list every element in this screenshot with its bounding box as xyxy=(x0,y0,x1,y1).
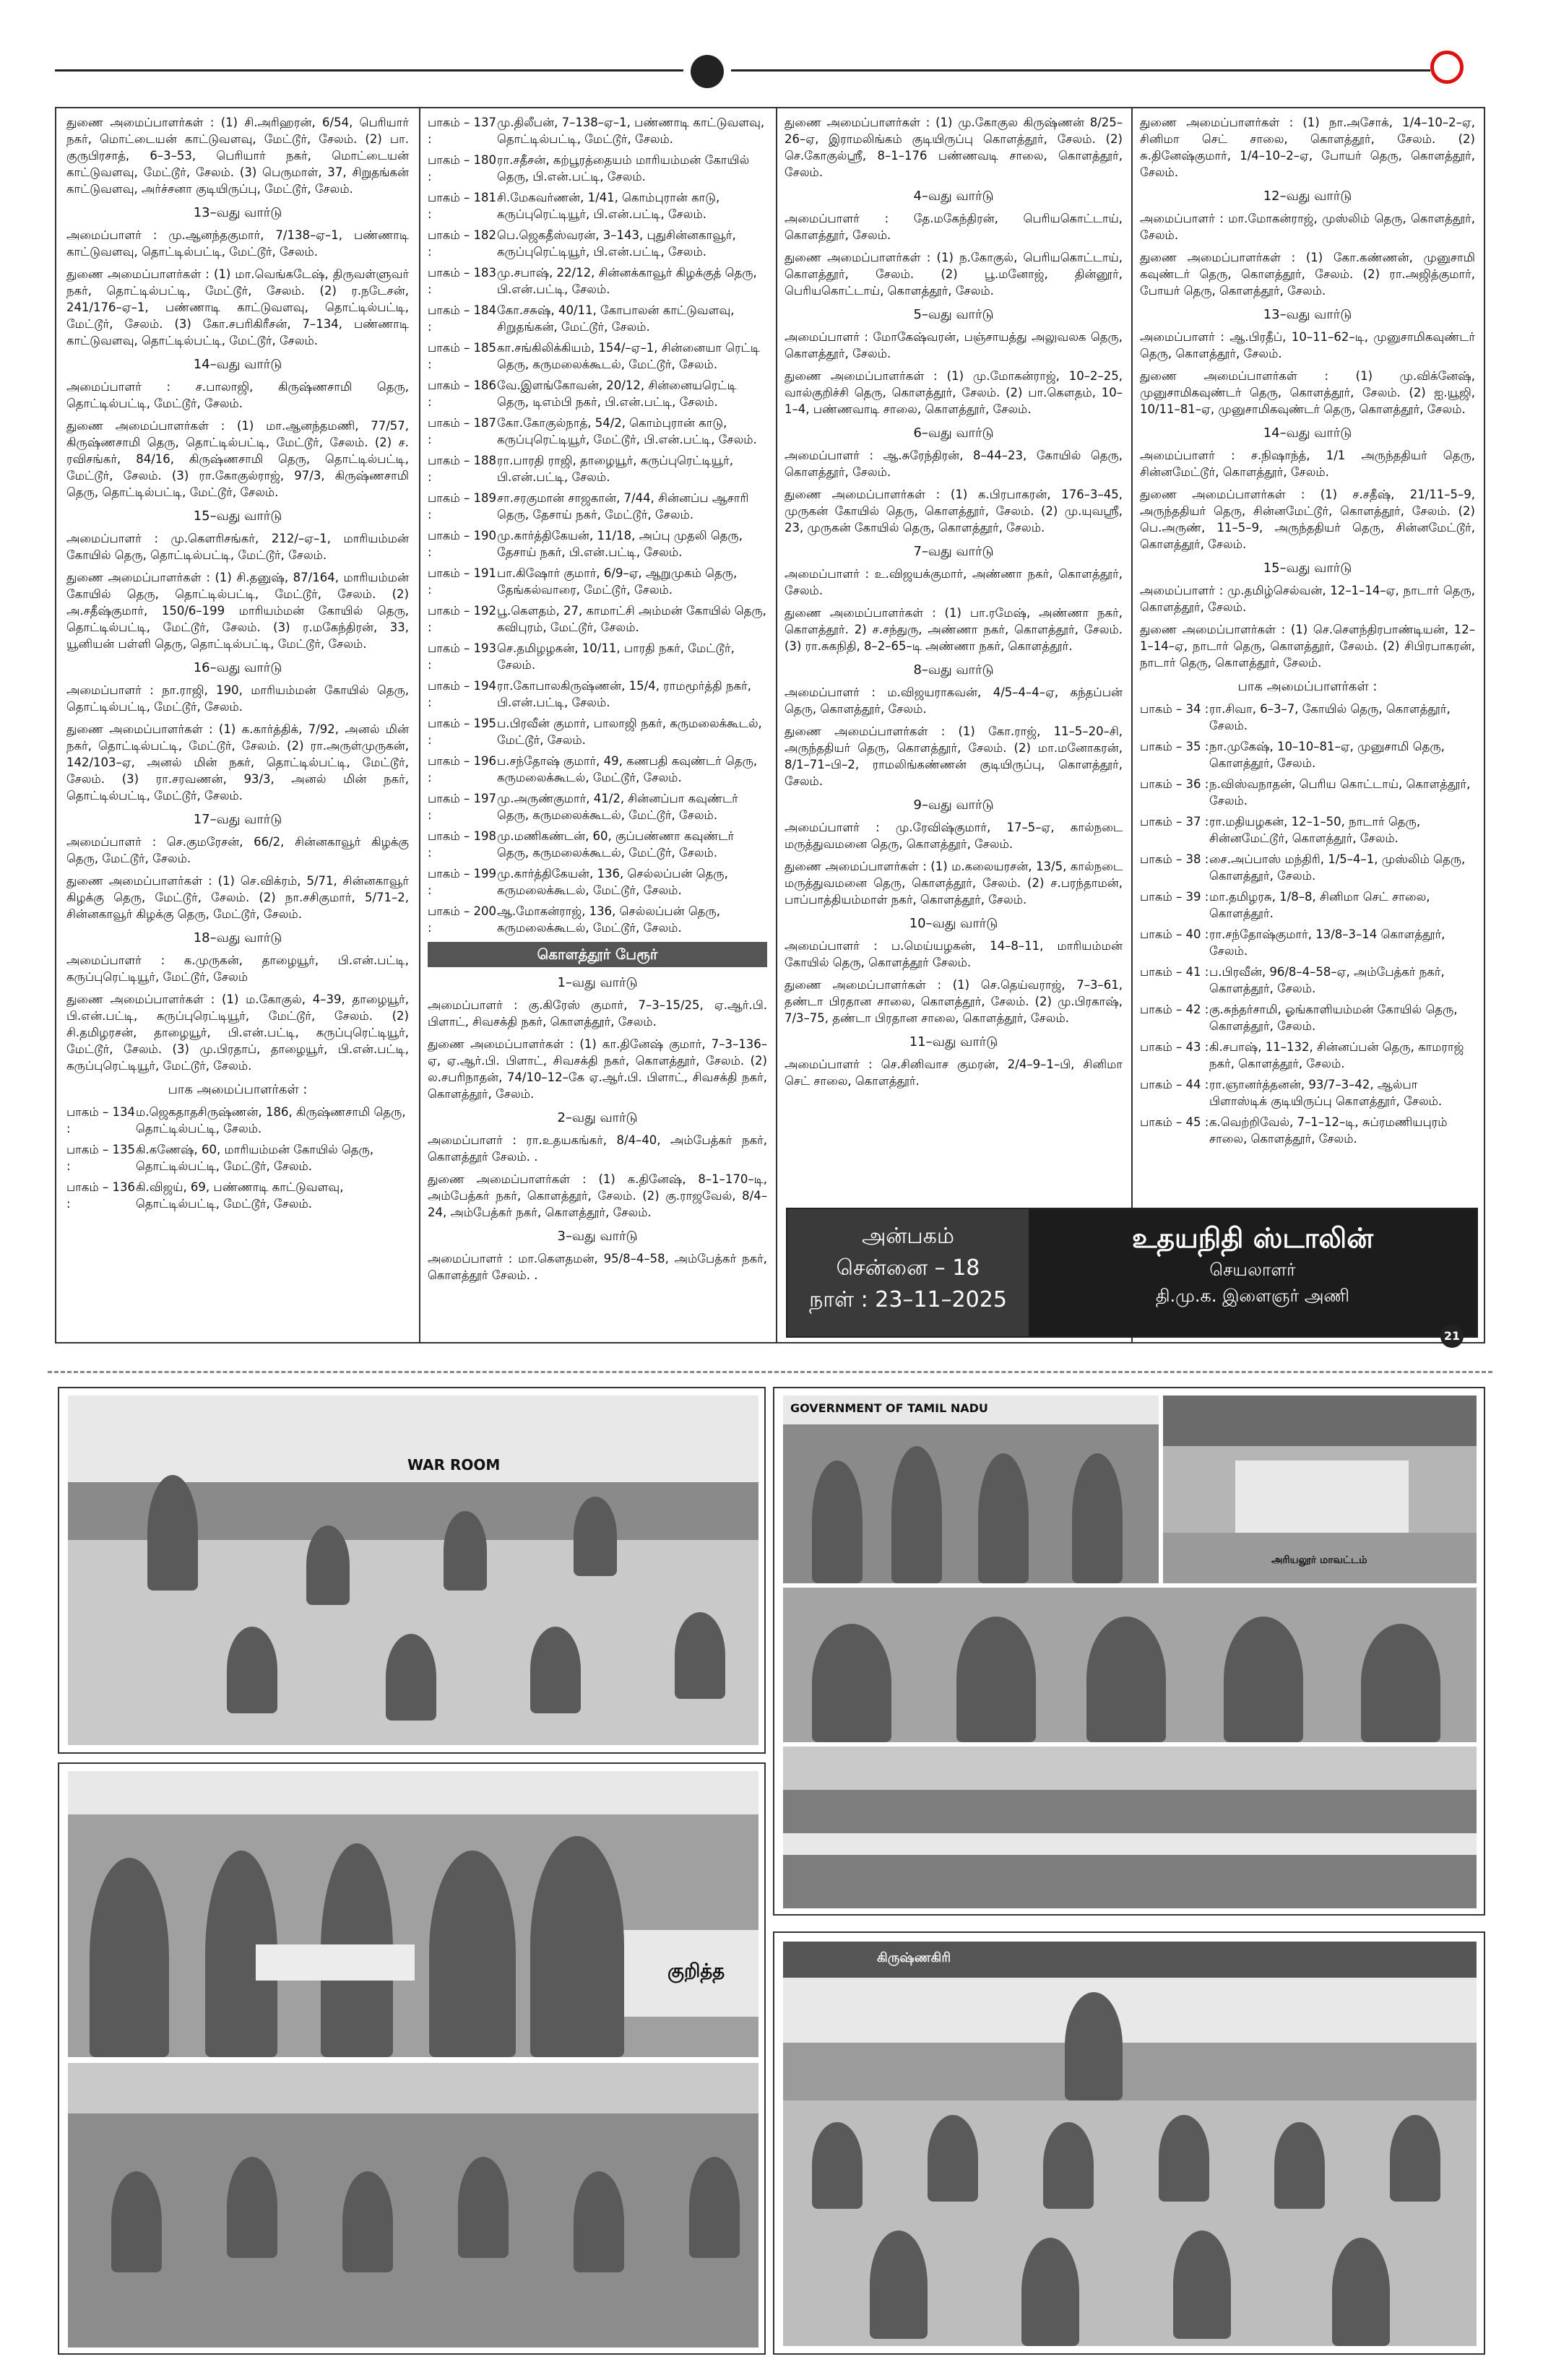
column-divider xyxy=(419,107,420,1343)
bagam-label: பாகம் – 34 : xyxy=(1140,702,1209,716)
bagam-value: சை.அப்பாஸ் மந்திரி, 1/5–4–1, முஸ்லிம் தெரு, கொளத்தூர், சேலம். xyxy=(1209,852,1466,883)
hall-meeting-photo xyxy=(783,1942,1477,2346)
building-photo xyxy=(1163,1395,1477,1583)
list-item xyxy=(66,1179,409,1212)
bagam-label: பாகம் – 184 : xyxy=(428,303,496,334)
paragraph: துணை அமைப்பாளர்கள் : (1) ம.கோகுல், 4–39, தாழையூர், பி.என்.பட்டி, கருப்புரெட்டியூர், மேட்டூர், சேலம். (2) சி.தமிழரசன், தாழையூர், பி.என்.பட்டி, கருப்புரெட்டியூர், மேட்டூர், சேலம். (3) மு.பிரதாப், தாழையூர், பி.என்.பட்டி, கருப்புரெட்டியூர், மேட்டூர், சேலம். xyxy=(66,992,409,1073)
ward-heading: 8–வது வார்டு xyxy=(913,662,994,678)
paragraph: துணை அமைப்பாளர்கள் : (1) க.கார்த்திக், 7/92, அனல் மின் நகர், தொட்டில்பட்டி, மேட்டூர், சேலம். (2) ரா.அருள்முருகன், 142/103–ஏ, அனல் மின் நகர், தொட்டில்பட்டி, மேட்டூர், சேலம். (3) ரா.சரவணன், 93/3, அனல் மின் நகர், தொட்டில்பட்டி, மேட்டூர், சேலம். xyxy=(66,722,409,802)
paragraph: அமைப்பாளர் : செ.சினிவாச குமரன், 2/4–9–1–பி, சினிமா செட் சாலை, கொளத்தூர். xyxy=(785,1057,1123,1088)
signature-city: சென்னை – 18 xyxy=(836,1255,980,1281)
bagam-value: பெ.ஜெகதீஸ்வரன், 3–143, புதுசின்னகாவூர், கருப்புரெட்டியூர், பி.என்.பட்டி, சேலம். xyxy=(497,228,736,259)
bagam-value: சி.மேகவர்ணன், 1/41, கொம்புரான் காடு, கருப்புரெட்டியூர், பி.என்.பட்டி, சேலம். xyxy=(497,191,720,221)
ward-heading: 5–வது வார்டு xyxy=(913,307,994,322)
bagam-label: பாகம் – 39 : xyxy=(1140,890,1209,904)
ward-heading: 14–வது வார்டு xyxy=(193,357,282,372)
paragraph: துணை அமைப்பாளர்கள் : (1) ந.கோகுல், பெரியகொட்டாய், கொளத்தூர், சேலம். (2) பூ.மனோஜ், தின்னூர், பெரியகொட்டாய், கொளத்தூர், சேலம். xyxy=(785,251,1123,298)
page-marker-circle-icon xyxy=(1430,51,1464,84)
bagam-label: பாகம் – 193 : xyxy=(428,641,496,672)
ward-heading: 6–வது வார்டு xyxy=(913,425,994,441)
column-divider xyxy=(776,107,777,1343)
paragraph: அமைப்பாளர் : ச.பாலாஜி, கிருஷ்ணசாமி தெரு, தொட்டில்பட்டி, மேட்டூர், சேலம். xyxy=(66,380,409,410)
bagam-value: மு.சபாஷ், 22/12, சின்னக்காவூர் கிழக்குத் தெரு, பி.என்.பட்டி, சேலம். xyxy=(497,266,757,296)
bagam-value: மு.கார்த்திகேயன், 136, செல்லப்பன் தெரு, கருமலைக்கூடல், மேட்டூர், சேலம். xyxy=(497,867,728,897)
list-item xyxy=(1140,1076,1475,1109)
paragraph: அமைப்பாளர் : மு.ரேவிஷ்குமார், 17–5–ஏ, கால்நடை மருத்துவமனை தெரு, கொளத்தூர், சேலம். xyxy=(785,821,1123,851)
list-item xyxy=(428,828,767,861)
bagam-value: ரா.பாரதி ராஜி, தாழையூர், கருப்புரெட்டியூர், பி.என்.பட்டி, சேலம். xyxy=(497,454,733,484)
bagam-label: பாகம் – 41 : xyxy=(1140,965,1209,979)
ward-heading: 15–வது வார்டு xyxy=(1263,561,1352,576)
paragraph: துணை அமைப்பாளர்கள் : (1) மு.கோகுல கிருஷ்ணன் 8/25–26–ஏ, இராமலிங்கம் குடியிருப்பு கொளத்தூர், சேலம். (2) செ.கோகுல்ஸ்ரீ, 8–1–176 பண்ணவடி சாலை, கொளத்தூர், சேலம். xyxy=(785,116,1123,179)
bagam-value: கோ.கோகுல்நாத், 54/2, கொம்புரான் காடு, கருப்புரெட்டியூர், மேட்டூர், பி.என்.பட்டி, சேலம். xyxy=(497,416,757,446)
bagam-label: பாகம் – 190 : xyxy=(428,529,496,559)
list-item xyxy=(428,227,767,260)
bagam-label: பாகம் – 189 : xyxy=(428,491,496,522)
bagam-value: வே.இளங்கோவன், 20/12, சின்னையரெட்டி தெரு, டிஎம்பி நகர், பி.என்.பட்டி, சேலம். xyxy=(497,378,737,409)
bagam-label: பாகம் – 192 : xyxy=(428,604,496,634)
ward-heading: 12–வது வார்டு xyxy=(1263,189,1352,204)
paragraph: அமைப்பாளர் : ப.மெய்யழகன், 14–8–11, மாரியம்மன் கோயில் தெரு, கொளத்தூர் சேலம். xyxy=(785,939,1123,969)
paragraph: அமைப்பாளர் : மு.தமிழ்செல்வன், 12–1–14–ஏ, நாடார் தெரு, கொளத்தூர், சேலம். xyxy=(1140,584,1475,614)
list-item xyxy=(1140,1114,1475,1147)
bagam-label: பாகம் – 45 : xyxy=(1140,1115,1209,1129)
bagam-value: நா.முகேஷ், 10–10–81–ஏ, முனுசாமி தெரு, கொளத்தூர், சேலம். xyxy=(1209,740,1445,770)
bagam-label: பாகம் – 198 : xyxy=(428,829,496,860)
bagam-label: பாகம் – 43 : xyxy=(1140,1040,1209,1054)
signatory-org: தி.மு.க. இளைஞர் அணி xyxy=(1155,1286,1350,1306)
bagam-label: பாகம் – 42 : xyxy=(1140,1003,1209,1016)
paragraph: துணை அமைப்பாளர்கள் : (1) சி.அரிஹரன், 6/54, பெரியார் நகர், மொட்டையன் காட்டுவளவு, மேட்டூர், சேலம். (2) பா. குருபிரசாத், 6–3–53, பெரியார் நகர், மொட்டையன் காட்டுவளவு, மேட்டூர், சேலம். (3) பெருமாள், 37, சிறுதங்கன் காட்டுவளவு, அர்ச்சனா குடியிருப்பு, மேட்டூர், சேலம். xyxy=(66,116,409,196)
list-item xyxy=(1140,888,1475,922)
bagam-label: பாகம் – 44 : xyxy=(1140,1078,1209,1091)
bagam-label: பாகம் – 180 : xyxy=(428,153,496,183)
column-2 xyxy=(428,114,767,1289)
bagam-label: பாகம் – 185 : xyxy=(428,341,496,371)
column-4 xyxy=(1140,114,1475,1151)
bagam-label: பாகம் – 137 : xyxy=(428,116,496,146)
list-item xyxy=(1140,738,1475,771)
bagam-value: ப.சந்தோஷ் குமார், 49, கணபதி கவுண்டர் தெரு, கருமலைக்கூடல், மேட்டூர், சேலம். xyxy=(497,754,758,784)
bagam-value: பூ.கௌதம், 27, காமாட்சி அம்மன் கோயில் தெரு, கவிபுரம், மேட்டூர், சேலம். xyxy=(497,604,766,634)
bagam-value: மு.திலீபன், 7–138–ஏ–1, பண்ணாடி காட்டுவளவு, தொட்டில்பட்டி, மேட்டூர், சேலம். xyxy=(497,116,765,146)
paragraph: அமைப்பாளர் : க.முருகன், தாழையூர், பி.என்.பட்டி, கருப்புரெட்டியூர், மேட்டூர், சேலம் xyxy=(66,953,409,984)
bagam-label: பாகம் – 196 : xyxy=(428,754,496,784)
bagam-label: பாகம் – 37 : xyxy=(1140,815,1209,828)
bagam-label: பாகம் – 134 : xyxy=(66,1105,135,1135)
paragraph: அமைப்பாளர் : நா.ராஜி, 190, மாரியம்மன் கோயில் தெரு, தொட்டில்பட்டி, மேட்டூர், சேலம். xyxy=(66,683,409,714)
bagam-value: கி.விஜய், 69, பண்ணாடி காட்டுவளவு, தொட்டில்பட்டி, மேட்டூர், சேலம். xyxy=(136,1180,344,1211)
list-item xyxy=(428,865,767,899)
paragraph: துணை அமைப்பாளர்கள் : (1) செ.சௌந்திரபாண்டியன், 12–1–14–ஏ, நாடார் தெரு, கொளத்தூர், சேலம். (2) சிபிரபாகரன், நாடார் தெரு, கொளத்தூர், சேலம். xyxy=(1140,623,1475,670)
photo-banner-text: குறித்த xyxy=(667,1960,725,1982)
list-item xyxy=(1140,776,1475,809)
handover-photo xyxy=(68,1771,758,2057)
ward-heading: 7–வது வார்டு xyxy=(913,544,994,559)
list-item xyxy=(428,302,767,335)
baga-heading: பாக அமைப்பாளர்கள் : xyxy=(168,1082,308,1097)
bagam-list xyxy=(1140,701,1475,1147)
signature-date: நாள் : 23–11–2025 xyxy=(809,1287,1007,1312)
bagam-label: பாகம் – 194 : xyxy=(428,679,496,709)
bagam-label: பாகம் – 38 : xyxy=(1140,852,1209,866)
bagam-label: பாகம் – 200 : xyxy=(428,904,496,935)
paragraph: அமைப்பாளர் : மா.மோகன்ராஜ், முஸ்லிம் தெரு, கொளத்தூர், சேலம். xyxy=(1140,212,1475,242)
photo-banner-text: கிருஷ்ணகிரி xyxy=(877,1950,951,1965)
meeting-photo xyxy=(68,1395,758,1745)
bagam-label: பாகம் – 188 : xyxy=(428,454,496,484)
paragraph: அமைப்பாளர் : ஆ.சுரேந்திரன், 8–44–23, கோயில் தெரு, கொளத்தூர், சேலம். xyxy=(785,449,1123,479)
bagam-value: செ.தமிழழகன், 10/11, பாரதி நகர், மேட்டூர், சேலம். xyxy=(497,641,735,672)
bagam-value: ரா.மதியழகன், 12–1–50, நாடார் தெரு, சின்னமேட்டூர், கொளத்தூர், சேலம். xyxy=(1209,815,1421,845)
paragraph: அமைப்பாளர் : உ.விஜயக்குமார், அண்ணா நகர், கொளத்தூர், சேலம். xyxy=(785,567,1123,597)
paragraph: துணை அமைப்பாளர்கள் : (1) செ.விக்ரம், 5/71, சின்னகாவூர் கிழக்கு தெரு, மேட்டூர், சேலம். (2) நா.சசிகுமார், 5/71–2, சின்னகாவூர் கிழக்கு தெரு, மேட்டூர், சேலம். xyxy=(66,874,409,921)
bagam-label: பாகம் – 195 : xyxy=(428,717,496,747)
bagam-label: பாகம் – 187 : xyxy=(428,416,496,446)
paragraph: துணை அமைப்பாளர்கள் : (1) க.பிரபாகரன், 176–3–45, முருகன் கோயில் தெரு, கொளத்தூர், சேலம். (2) மு.யுவஸ்ரீ, 23, முருகன் கோயில் தெரு, கொளத்தூர், சேலம். xyxy=(785,488,1123,535)
list-item xyxy=(66,1104,409,1137)
bagam-value: ரா.சிவா, 6–3–7, கோயில் தெரு, கொளத்தூர், சேலம். xyxy=(1209,702,1451,732)
list-item xyxy=(428,415,767,448)
bagam-value: மு.மணிகண்டன், 60, குப்பண்ணா கவுண்டர் தெரு, கருமலைக்கூடல், மேட்டூர், சேலம். xyxy=(497,829,735,860)
audience-photo xyxy=(783,1747,1477,1908)
paragraph: துணை அமைப்பாளர்கள் : (1) மா.வெங்கடேஷ், திருவள்ளுவர் நகர், தொட்டில்பட்டி, மேட்டூர், சேலம். (2) ர.நடேசன், 241/176–ஏ–1, பண்ணாடி காட்டுவளவு, தொட்டில்பட்டி, மேட்டூர், சேலம். (3) கோ.சபரிகிரீசன், 7–134, பண்ணாடி காட்டுவளவு, தொட்டில்பட்டி, மேட்டூர், சேலம். xyxy=(66,267,409,347)
ward-heading: 13–வது வார்டு xyxy=(193,205,282,220)
paragraph: அமைப்பாளர் : ம.விஜயராகவன், 4/5–4–4–ஏ, கந்தப்பன் தெரு, கொளத்தூர், சேலம். xyxy=(785,685,1123,716)
paragraph: அமைப்பாளர் : ஆ.பிரதீப், 10–11–62–டி, முனுசாமிகவுண்டர் தெரு, கொளத்தூர், சேலம். xyxy=(1140,330,1475,360)
bagam-label: பாகம் – 186 : xyxy=(428,378,496,409)
list-item xyxy=(428,490,767,523)
ward-heading: 1–வது வார்டு xyxy=(557,975,638,990)
bagam-label: பாகம் – 136 : xyxy=(66,1180,135,1211)
signatory-name: உதயநிதி ஸ்டாலின் xyxy=(1131,1222,1374,1254)
paragraph: அமைப்பாளர் : செ.குமரேசன், 66/2, சின்னகாவூர் கிழக்கு தெரு, மேட்டூர், சேலம். xyxy=(66,835,409,865)
list-item xyxy=(428,339,767,373)
paragraph: அமைப்பாளர் : மா.கௌதமன், 95/8–4–58, அம்பேத்கர் நகர், கொளத்தூர் சேலம். . xyxy=(428,1252,767,1282)
paragraph: துணை அமைப்பாளர்கள் : (1) மு.விக்னேஷ், முனுசாமிகவுண்டர் தெரு, கொளத்தூர், சேலம். (2) ஐ.யூஜி, 10/11–81–ஏ, முனுசாமிகவுண்டர் தெரு, கொளத்தூர், சேலம். xyxy=(1140,369,1475,416)
bagam-label: பாகம் – 191 : xyxy=(428,566,496,597)
bagam-label: பாகம் – 182 : xyxy=(428,228,496,259)
list-item xyxy=(428,903,767,936)
ward-heading: 13–வது வார்டு xyxy=(1263,307,1352,322)
list-item xyxy=(428,753,767,786)
list-item xyxy=(428,640,767,673)
paragraph: துணை அமைப்பாளர்கள் : (1) மா.ஆனந்தமணி, 77/57, கிருஷ்ணசாமி தெரு, தொட்டில்பட்டி, மேட்டூர், சேலம். (2) ச. ரவிசங்கர், 84/16, கிருஷ்ணசாமி தெரு, தொட்டில்பட்டி, மேட்டூர், சேலம். (3) ரா.கோகுல்ராஜ், 97/3, கிருஷ்ணசாமி தெரு, தொட்டில்பட்டி, மேட்டூர், சேலம். xyxy=(66,419,409,499)
bagam-value: கு.சுந்தர்சாமி, ஓங்காளியம்மன் கோயில் தெரு, கொளத்தூர், சேலம். xyxy=(1209,1003,1458,1033)
paragraph: துணை அமைப்பாளர்கள் : (1) சி.தனுஷ், 87/164, மாரியம்மன் கோயில் தெரு, தொட்டில்பட்டி, மேட்டூர், சேலம். (2) அ.சதீஷ்குமார், 150/6–199 மாரியம்மன் கோயில் தெரு, தொட்டில்பட்டி, மேட்டூர், சேலம். (3) ர.மகேந்திரன், 33, யூனியன் பள்ளி தெரு, தொட்டில்பட்டி, மேட்டூர், சேலம். xyxy=(66,571,409,651)
ward-heading: 11–வது வார்டு xyxy=(909,1034,998,1050)
party-logo-icon xyxy=(691,55,724,88)
list-item xyxy=(66,1141,409,1174)
list-item xyxy=(428,377,767,410)
list-item xyxy=(428,678,767,711)
paragraph: அமைப்பாளர் : மு.ஆனந்தகுமார், 7/138–ஏ–1, பண்ணாடி காட்டுவளவு, தொட்டில்பட்டி, மேட்டூர், சேலம். xyxy=(66,228,409,259)
bagam-value: கோ.சசுஷ், 40/11, கோபாலன் காட்டுவளவு, சிறுதங்கன், மேட்டூர், சேலம். xyxy=(497,303,735,334)
paragraph: அமைப்பாளர் : ச.நிஷாந்த், 1/1 அருந்ததியர் தெரு, சின்னமேட்டூர், கொளத்தூர், சேலம். xyxy=(1140,449,1475,479)
paragraph: துணை அமைப்பாளர்கள் : (1) ச.சதீஷ், 21/11–5–9, அருந்ததியர் தெரு, சின்னமேட்டூர், கொளத்தூர், சேலம். (2) பெ.அருண், 11–5–9, அருந்ததியர் தெரு, சின்னமேட்டூர், கொளத்தூர், சேலம். xyxy=(1140,488,1475,551)
column-3 xyxy=(785,114,1123,1095)
bagam-label: பாகம் – 36 : xyxy=(1140,777,1209,791)
section-divider xyxy=(48,1371,1492,1373)
ward-heading: 2–வது வார்டு xyxy=(557,1110,638,1125)
paragraph: துணை அமைப்பாளர்கள் : (1) செ.தெய்வராஜ், 7–3–61, தண்டா பிரதான சாலை, கொளத்தூர், சேலம். (2) மு.பிரகாஷ், 7/3–75, தண்டா பிரதான சாலை, கொளத்தூர், சேலம். xyxy=(785,978,1123,1025)
ward-heading: 9–வது வார்டு xyxy=(913,797,994,813)
list-item xyxy=(1140,926,1475,959)
bagam-value: சா.சரகுமான் சாஜகான், 7/44, சின்னப்ப ஆசாரி தெரு, தேசாய் நகர், மேட்டூர், சேலம். xyxy=(497,491,749,522)
paragraph: துணை அமைப்பாளர்கள் : (1) கா.தினேஷ் குமார், 7–3–136–ஏ, ஏ.ஆர்.பி. பிளாட், சிவசக்தி நகர், கொளத்தூர், சேலம். (2) ல.சபரிநாதன், 74/10–12–கே ஏ.ஆர்.பி. பிளாட், சிவசக்தி நகர், கொளத்தூர், சேலம். xyxy=(428,1037,767,1101)
bagam-label: பாகம் – 181 : xyxy=(428,191,496,221)
list-item xyxy=(428,189,767,222)
section-heading: கொளத்தூர் பேரூர் xyxy=(428,942,767,967)
bagam-value: மா.தமிழரசு, 1/8–8, சினிமா செட் சாலை, கொளத்தூர். xyxy=(1209,890,1430,920)
ward-heading: 4–வது வார்டு xyxy=(913,189,994,204)
page-number: 21 xyxy=(1440,1325,1464,1348)
bagam-value: ரா.சந்தோஷ்குமார், 13/8–3–14 கொளத்தூர், சேலம். xyxy=(1209,927,1445,958)
list-item xyxy=(428,527,767,561)
paragraph: அமைப்பாளர் : மோகேஷ்வரன், பஞ்சாயத்து அலுவலக தெரு, கொளத்தூர், சேலம். xyxy=(785,330,1123,360)
list-item xyxy=(428,452,767,485)
bagam-value: கி.கணேஷ், 60, மாரியம்மன் கோயில் தெரு, தொட்டில்பட்டி, மேட்டூர், சேலம். xyxy=(136,1143,374,1173)
paragraph: துணை அமைப்பாளர்கள் : (1) ம.கலையரசன், 13/5, கால்நடை மருத்துவமனை தெரு, கொளத்தூர், சேலம். (2) ச.பரந்தாமன், பாப்பாத்தியம்மாள் நகர், கொளத்தூர், சேலம். xyxy=(785,860,1123,906)
bagam-value: பா.கிஷோர் குமார், 6/9–ஏ, ஆறுமுகம் தெரு, தேங்கல்வாரை, மேட்டூர், சேலம். xyxy=(497,566,738,597)
header-rule-left xyxy=(55,69,683,72)
photo-caption: அரியலூர் மாவட்டம் xyxy=(1271,1554,1367,1566)
paragraph: துணை அமைப்பாளர்கள் : (1) நா.அசோக், 1/4–10–2–ஏ, சினிமா செட் சாலை, கொளத்தூர், சேலம். (2) சு.தினேஷ்குமார், 1/4–10–2–ஏ, போயர் தெரு, கொளத்தூர், சேலம். xyxy=(1140,116,1475,179)
photo-sign-text: GOVERNMENT OF TAMIL NADU xyxy=(790,1401,988,1415)
paragraph: துணை அமைப்பாளர்கள் : (1) க.தினேஷ், 8–1–170–டி, அம்பேத்கர் நகர், கொளத்தூர், சேலம். (2) கு.ராஜவேல், 8/4–24, அம்பேத்கர் நகர், கொளத்தூர், சேலம். xyxy=(428,1172,767,1219)
bagam-value: கி.சபாஷ், 11–132, சின்னப்பன் தெரு, காமராஜ் நகர், கொளத்தூர், சேலம். xyxy=(1209,1040,1464,1070)
ward-heading: 15–வது வார்டு xyxy=(193,509,282,524)
bagam-label: பாகம் – 199 : xyxy=(428,867,496,897)
paragraph: அமைப்பாளர் : ரா.உதயகங்கர், 8/4–40, அம்பேத்கர் நகர், கொளத்தூர் சேலம். . xyxy=(428,1133,767,1164)
bagam-label: பாகம் – 35 : xyxy=(1140,740,1209,753)
signatory-role: செயலாளர் xyxy=(1209,1260,1296,1280)
bagam-value: க.வெற்றிவேல், 7–1–12–டி, சுப்ரமணியபுரம் சாலை, கொளத்தூர், சேலம். xyxy=(1209,1115,1448,1146)
list-item xyxy=(428,114,767,147)
paragraph: துணை அமைப்பாளர்கள் : (1) மு.மோகன்ராஜ், 10–2–25, வால்குறிச்சி தெரு, கொளத்தூர், சேலம். (2) பா.கௌதம், 10–1–4, பண்ணவாடி சாலை, கொளத்தூர், சேலம். xyxy=(785,369,1123,416)
ward-heading: 17–வது வார்டு xyxy=(193,812,282,827)
ward-heading: 10–வது வார்டு xyxy=(909,916,998,931)
bagam-value: ரா.கோபாலகிருஷ்ணன், 15/4, ராமமூர்த்தி நகர், பி.என்.பட்டி, சேலம். xyxy=(497,679,752,709)
paragraph: துணை அமைப்பாளர்கள் : (1) கோ.கண்ணன், முனுசாமி கவுண்டர் தெரு, கொளத்தூர், சேலம். (2) ரா.அஜித்குமார், போயர் தெரு, கொளத்தூர், சேலம். xyxy=(1140,251,1475,298)
list-item xyxy=(428,602,767,636)
signature-place: அன்பகம் xyxy=(861,1224,955,1249)
list-item xyxy=(428,715,767,748)
ward-heading: 3–வது வார்டு xyxy=(557,1229,638,1244)
list-item xyxy=(1140,701,1475,734)
column-divider xyxy=(1131,107,1133,1343)
list-item xyxy=(428,565,767,598)
paragraph: துணை அமைப்பாளர்கள் : (1) பா.ரமேஷ், அண்ணா நகர், கொளத்தூர். 2) ச.சந்துரு, அண்ணா நகர், கொளத்தூர், சேலம். (3) ரா.சுகநிதி, 8–2–65–டி அண்ணா நகர், கொளத்தூர். xyxy=(785,606,1123,653)
bagam-value: ப.பிரவீன், 96/8–4–58–ஏ, அம்பேத்கர் நகர், கொளத்தூர், சேலம். xyxy=(1209,965,1445,995)
list-item xyxy=(1140,813,1475,847)
bagam-value: ரா.ஞானர்த்தனன், 93/7–3–42, ஆல்பா பிளாஸ்டிக் குடியிருப்பு கொளத்தூர், சேலம். xyxy=(1209,1078,1443,1108)
bagam-value: ஆ.மோகன்ராஜ், 136, செல்லப்பன் தெரு, கருமலைக்கூடல், மேட்டூர், சேலம். xyxy=(497,904,720,935)
list-item xyxy=(1140,1001,1475,1034)
event-photo xyxy=(783,1395,1159,1583)
officials-photo xyxy=(783,1588,1477,1742)
list-item xyxy=(428,152,767,185)
list-item xyxy=(428,264,767,298)
bagam-value: ம.ஜெகதாதசிருஷ்ணன், 186, கிருஷ்ணசாமி தெரு, தொட்டில்பட்டி, சேலம். xyxy=(136,1105,406,1135)
paragraph: அமைப்பாளர் : மு.கௌரிசங்கர், 212/–ஏ–1, மாரியம்மன் கோயில் தெரு, தொட்டில்பட்டி, மேட்டூர், சேலம். xyxy=(66,532,409,562)
ward-heading: 16–வது வார்டு xyxy=(193,660,282,675)
list-item xyxy=(428,790,767,823)
list-item xyxy=(1140,851,1475,884)
list-item xyxy=(1140,964,1475,997)
bagam-value: ந.விஸ்வநாதன், பெரிய கொட்டாய், கொளத்தூர், சேலம். xyxy=(1209,777,1471,808)
signature-signatory xyxy=(1029,1209,1477,1336)
bagam-label: பாகம் – 40 : xyxy=(1140,927,1209,941)
signature-location xyxy=(787,1209,1029,1336)
bagam-label: பாகம் – 135 : xyxy=(66,1143,135,1173)
paragraph: அமைப்பாளர் : கு.கிரேஸ் குமார், 7–3–15/25, ஏ.ஆர்.பி. பிளாட், சிவசக்தி நகர், கொளத்தூர், சேலம். xyxy=(428,998,767,1029)
bagam-value: கா.சங்கிலிக்கியம், 154/–ஏ–1, சின்னையா ரெட்டி தெரு, கருமலைக்கூடல், மேட்டூர், சேலம். xyxy=(497,341,760,371)
ward-heading: 14–வது வார்டு xyxy=(1263,425,1352,441)
bagam-value: ப.பிரவீன் குமார், பாலாஜி நகர், கருமலைக்கூடல், மேட்டூர், சேலம். xyxy=(497,717,762,747)
paragraph: துணை அமைப்பாளர்கள் : (1) கோ.ராஜ், 11–5–20–சி, அருந்ததியர் தெரு, கொளத்தூர், சேலம். (2) மா.மனோகரன், 8/1–71–பி–2, ராமலிங்கண்ணன் குடியிருப்பு, கொளத்தூர், சேலம். xyxy=(785,724,1123,788)
column-1 xyxy=(66,114,409,1216)
photo-sign-text: WAR ROOM xyxy=(407,1456,501,1474)
paragraph: அமைப்பாளர் : தே.மகேந்திரன், பெரியகொட்டாய், கொளத்தூர், சேலம். xyxy=(785,212,1123,242)
ward-heading: 18–வது வார்டு xyxy=(193,930,282,945)
bagam-value: மு.அருண்குமார், 41/2, சின்னப்பா கவுண்டர் தெரு, கருமலைக்கூடல், மேட்டூர், சேலம். xyxy=(497,792,738,822)
header-rule-right xyxy=(731,69,1430,72)
bagam-value: மு.கார்த்திகேயன், 11/18, அப்பு முதலி தெரு, தேசாய் நகர், பி.என்.பட்டி, சேலம். xyxy=(497,529,743,559)
baga-heading: பாக அமைப்பாளர்கள் : xyxy=(1237,679,1378,694)
bagam-list xyxy=(428,114,767,936)
signature-box xyxy=(786,1208,1478,1338)
bagam-label: பாகம் – 183 : xyxy=(428,266,496,296)
crowd-photo xyxy=(68,2063,758,2347)
list-item xyxy=(1140,1039,1475,1072)
bagam-label: பாகம் – 197 : xyxy=(428,792,496,822)
bagam-value: ரா.சதீசன், கற்பூரத்தையம் மாரியம்மன் கோயில் தெரு, பி.என்.பட்டி, சேலம். xyxy=(497,153,750,183)
